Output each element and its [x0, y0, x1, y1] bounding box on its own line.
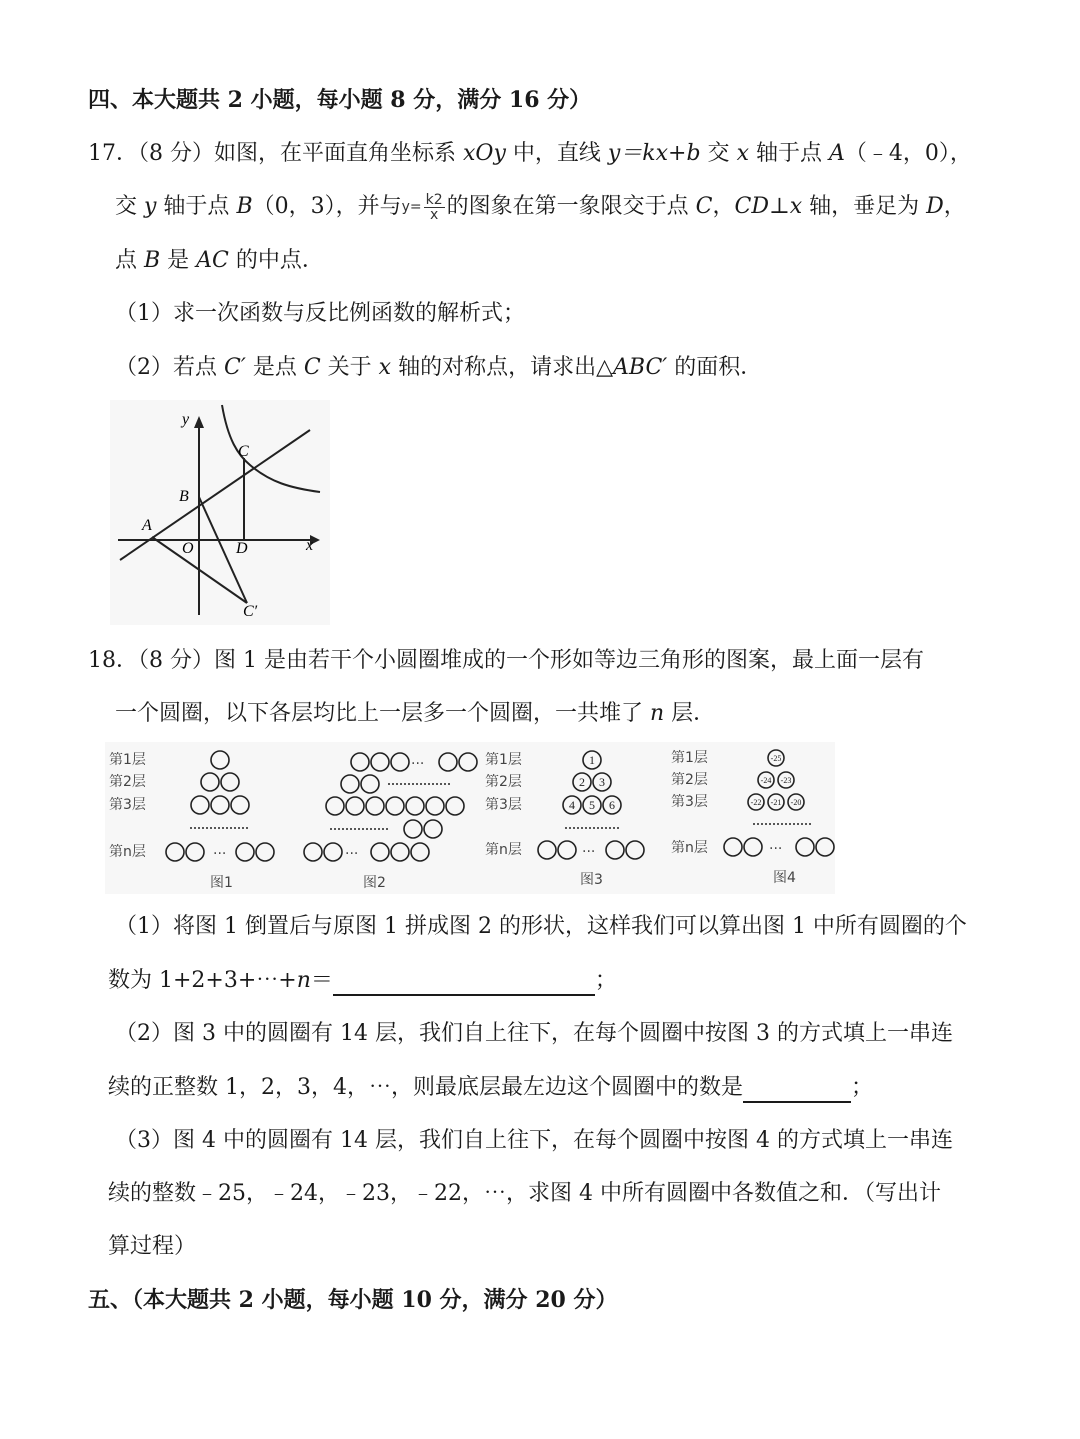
- fig3-layer3-label: 第3层: [485, 797, 522, 813]
- text: 的面积．: [667, 355, 763, 380]
- text: 的中点．: [228, 248, 324, 273]
- text: 交: [700, 141, 737, 166]
- fig4-layer1-label: 第1层: [671, 750, 708, 766]
- q18-part3-line3: 算过程）: [108, 1234, 197, 1259]
- point-c: C: [695, 194, 713, 219]
- q17-number: 17．: [88, 141, 138, 166]
- text: 一个圆圈，以下各层均比上一层多一个圆圈，一共堆了: [115, 701, 650, 726]
- q17-part1: （1）求一次函数与反比例函数的解析式；: [115, 301, 525, 326]
- label-b: B: [179, 488, 189, 505]
- text: 交: [115, 194, 144, 219]
- fig4-num: -21: [770, 798, 782, 807]
- q17-line1: [88, 139, 972, 169]
- fig4-ellipsis: ···: [769, 841, 783, 857]
- text: 轴于点: [748, 141, 829, 166]
- fig4-layer3-label: 第3层: [671, 794, 708, 810]
- xoy-symbol: xOy: [463, 141, 506, 166]
- fig3-layern-label: 第n层: [485, 842, 522, 858]
- text: 是点: [245, 355, 304, 380]
- q17-line3: [115, 246, 324, 276]
- text: 如图，在平面直角坐标系: [214, 141, 463, 166]
- text: 数为 1+2+3+⋯+: [108, 968, 297, 993]
- fig4-num: -25: [770, 754, 782, 763]
- text: （2）若点: [115, 355, 224, 380]
- text: 中，直线: [505, 141, 608, 166]
- text: 的图象在第一象限交于点: [446, 194, 696, 219]
- text: （0，3），并与: [252, 194, 402, 219]
- point-a: A: [828, 141, 845, 166]
- label-c-prime: C′: [243, 603, 258, 620]
- fig3-caption: 图3: [580, 872, 603, 888]
- text: 点: [115, 248, 144, 273]
- fig3-num: 1: [589, 753, 595, 767]
- point-b: B: [144, 248, 161, 273]
- triangle-abc-prime: ABC′: [613, 355, 668, 380]
- fig1-layer3-label: 第3层: [109, 797, 146, 813]
- text: ，: [943, 194, 966, 219]
- line-equation: y＝kx+b: [607, 141, 701, 166]
- segment-cd: CD: [734, 194, 769, 219]
- var-y: y: [144, 194, 157, 219]
- var-n: n: [296, 968, 311, 993]
- q17-score: （8 分）: [138, 141, 214, 166]
- label-d: D: [236, 540, 248, 557]
- figures-background: [105, 742, 835, 894]
- q18-line1: [88, 646, 924, 676]
- fig4-num: -22: [750, 798, 762, 807]
- fig4-num: -20: [790, 798, 802, 807]
- fig3-num: 4: [569, 798, 575, 812]
- q18-part3-line2: 续的整数﹣25，﹣24，﹣23，﹣22，⋯，求图 4 中所有圆圈中各数值之和．（写出计: [108, 1181, 941, 1206]
- fig3-layer2-label: 第2层: [485, 774, 522, 790]
- segment-ac: AC: [196, 248, 229, 273]
- q18-number: 18．: [88, 648, 138, 673]
- q17-part2: [115, 353, 762, 383]
- point-b: B: [236, 194, 253, 219]
- q18-part2-line1: （2）图 3 中的圆圈有 14 层，我们自上往下，在每个圆圈中按图 3 的方式填上一串连: [115, 1021, 953, 1046]
- var-x: x: [378, 355, 392, 380]
- y-axis-label: y: [182, 411, 190, 428]
- text: 轴于点: [156, 194, 237, 219]
- q18-score: （8 分）: [138, 648, 214, 673]
- fig3-num: 5: [589, 798, 595, 812]
- text: ；: [594, 968, 617, 993]
- fig1-caption: 图1: [210, 875, 233, 891]
- text: 续的正整数 1，2，3，4，⋯，则最底层最左边这个圆圈中的数是: [108, 1075, 743, 1100]
- text: 层．: [664, 701, 716, 726]
- text: 图 1 是由若干个小圆圈堆成的一个形如等边三角形的图案，最上面一层有: [214, 648, 924, 673]
- text: 轴，垂足为: [802, 194, 927, 219]
- answer-blank-2[interactable]: [743, 1079, 851, 1103]
- text: （﹣4，0），: [844, 141, 972, 166]
- fig3-num: 2: [579, 775, 585, 789]
- q18-part1-line2: [108, 966, 617, 996]
- fig4-num: -23: [780, 776, 792, 785]
- fraction-numerator: k2: [425, 191, 443, 208]
- fig3-layer1-label: 第1层: [485, 752, 522, 768]
- q18-part1-line1: （1）将图 1 倒置后与原图 1 拼成图 2 的形状，这样我们可以算出图 1 中所有圆圈的个: [115, 914, 967, 939]
- text: ⊥: [768, 194, 790, 219]
- q18-figures: [105, 742, 835, 894]
- text: 关于: [320, 355, 379, 380]
- q17-line2: [115, 192, 966, 222]
- fig4-layer2-label: 第2层: [671, 772, 708, 788]
- section5-title: 五、（本大题共 2 小题，每小题 10 分，满分 20 分）: [88, 1287, 618, 1313]
- label-a: A: [142, 517, 152, 534]
- fig4-num: -24: [760, 776, 772, 785]
- fig3-num: 3: [599, 775, 605, 789]
- point-c-prime: C′: [224, 355, 246, 380]
- section4-title: 四、本大题共 2 小题，每小题 8 分，满分 16 分）: [88, 87, 592, 113]
- point-d: D: [926, 194, 944, 219]
- label-c: C: [238, 443, 249, 460]
- fraction: [424, 193, 445, 222]
- fig1-layer2-label: 第2层: [109, 774, 146, 790]
- fig1-layern-label: 第n层: [109, 844, 146, 860]
- fig2-caption: 图2: [363, 875, 386, 891]
- text: ；: [850, 1075, 873, 1100]
- text: ，: [712, 194, 735, 219]
- text: 轴的对称点，请求出△: [391, 355, 614, 380]
- text: 是: [160, 248, 197, 273]
- fig2-ellipsis-top: ···: [411, 756, 425, 772]
- label-o: O: [182, 540, 194, 557]
- q18-part2-line2: [108, 1073, 873, 1103]
- graph-background: [110, 400, 330, 625]
- fraction-denominator: x: [429, 206, 439, 223]
- q18-part3-line1: （3）图 4 中的圆圈有 14 层，我们自上往下，在每个圆圈中按图 4 的方式填上一串连: [115, 1128, 953, 1153]
- text: ＝: [310, 968, 333, 993]
- fig2-ellipsis-bottom: ···: [345, 846, 359, 862]
- fig3-ellipsis: ···: [582, 844, 596, 860]
- fraction-prefix: y=: [401, 199, 422, 215]
- var-x: x: [789, 194, 803, 219]
- fig4-layern-label: 第n层: [671, 840, 708, 856]
- fig3-num: 6: [609, 798, 615, 812]
- fig4-caption: 图4: [773, 870, 796, 886]
- fig1-layer1-label: 第1层: [109, 752, 146, 768]
- q17-coordinate-graph: [110, 400, 330, 625]
- var-x: x: [736, 141, 749, 166]
- var-n: n: [650, 701, 665, 726]
- q18-line2: [115, 699, 715, 729]
- point-c: C: [303, 355, 321, 380]
- fig1-ellipsis: ···: [213, 846, 227, 862]
- x-axis-label: x: [306, 537, 314, 554]
- answer-blank-1[interactable]: [333, 972, 595, 996]
